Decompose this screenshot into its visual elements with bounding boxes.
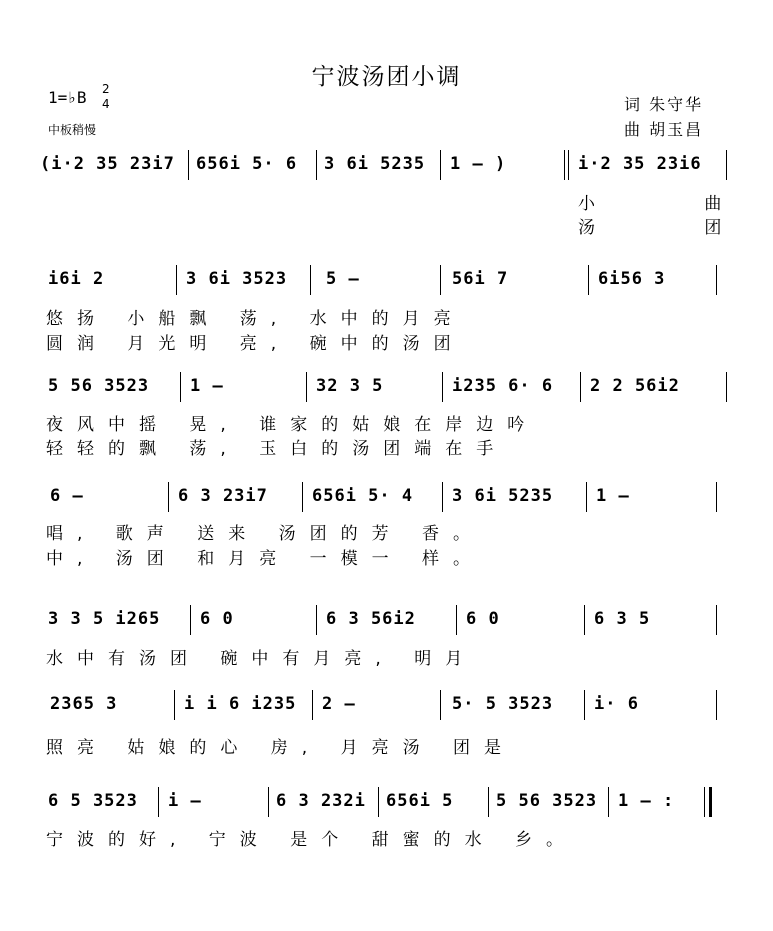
measure: i235 6· 6: [452, 376, 554, 396]
measure: i i 6 i235: [184, 694, 297, 714]
barline: [440, 690, 441, 720]
barline: [456, 605, 457, 635]
measure: 6 3 5: [594, 609, 651, 629]
barline: [608, 787, 609, 817]
measure: 656i 5· 4: [312, 486, 414, 506]
barline: [168, 482, 169, 512]
score-line-5: [40, 605, 730, 635]
barline: [588, 265, 589, 295]
time-signature: [102, 82, 110, 112]
measure: 2 –: [322, 694, 356, 714]
lyric-line-6: 照亮 姑娘的心 房, 月亮汤 团是: [46, 738, 516, 758]
barline: [312, 690, 313, 720]
measure: 2 2 56i2: [590, 376, 680, 396]
measure: 32 3 5: [316, 376, 384, 396]
time-signature-bottom: 4: [102, 97, 110, 111]
barline: [190, 605, 191, 635]
measure: 656i 5· 6: [196, 154, 298, 174]
measure: 1 – :: [618, 791, 675, 811]
barline: [442, 482, 443, 512]
barline: [586, 482, 587, 512]
barline: [188, 150, 189, 180]
score-line-2: [40, 265, 730, 295]
barline: [158, 787, 159, 817]
measure: 3 6i 5235: [324, 154, 426, 174]
measure: 6 –: [50, 486, 84, 506]
barline: [726, 150, 727, 180]
measure: 56i 7: [452, 269, 509, 289]
barline: [716, 265, 717, 295]
composer-credit: 曲 胡玉昌: [624, 120, 704, 139]
measure: i6i 2: [48, 269, 105, 289]
lyric-line-3-verse-2: 轻轻的飘 荡, 玉白的汤团端在手: [46, 439, 508, 459]
barline: [568, 150, 569, 180]
barline: [442, 372, 443, 402]
measure: 1 –: [190, 376, 224, 396]
barline: [488, 787, 489, 817]
measure: 6 3 232i: [276, 791, 366, 811]
measure: 6 0: [200, 609, 234, 629]
final-barline-thick: [709, 787, 712, 817]
barline: [302, 482, 303, 512]
barline: [580, 372, 581, 402]
measure: 2365 3: [50, 694, 118, 714]
measure: i·2 35 23i6: [578, 154, 702, 174]
barline: [174, 690, 175, 720]
lyric-line-5: 水中有汤团 碗中有月亮, 明月: [46, 649, 477, 669]
lyric-line-2-verse-2: 圆润 月光明 亮, 碗中的汤团: [46, 334, 465, 354]
time-signature-top: 2: [102, 82, 110, 96]
measure: 5 –: [326, 269, 360, 289]
measure: 6 3 56i2: [326, 609, 416, 629]
barline: [564, 150, 565, 180]
score-line-3: [40, 372, 730, 402]
barline: [716, 482, 717, 512]
measure: 6i56 3: [598, 269, 666, 289]
lyric-line-4-verse-2: 中, 汤团 和月亮 一模一 样。: [46, 549, 485, 569]
song-title: 宁波汤团小调: [311, 64, 462, 90]
barline: [726, 372, 727, 402]
lyric-line-2-verse-1: 悠扬 小船飘 荡, 水中的月亮: [46, 309, 465, 329]
score-line-1: [40, 150, 730, 180]
barline: [316, 150, 317, 180]
barline: [716, 605, 717, 635]
measure: 3 6i 5235: [452, 486, 554, 506]
barline: [180, 372, 181, 402]
measure: 6 0: [466, 609, 500, 629]
measure: 3 3 5 i265: [48, 609, 161, 629]
measure: 1 –: [596, 486, 630, 506]
measure: 5· 5 3523: [452, 694, 554, 714]
barline: [268, 787, 269, 817]
barline: [716, 690, 717, 720]
lyricist-credit: 词 朱守华: [624, 95, 704, 114]
score-line-6: [40, 690, 730, 720]
barline: [378, 787, 379, 817]
barline: [316, 605, 317, 635]
lyric-line-3-verse-1: 夜风中摇 晃, 谁家的姑娘在岸边吟: [46, 415, 539, 435]
barline: [306, 372, 307, 402]
measure: 6 3 23i7: [178, 486, 268, 506]
barline: [440, 150, 441, 180]
measure: 6 5 3523: [48, 791, 138, 811]
measure: 3 6i 3523: [186, 269, 288, 289]
barline: [584, 605, 585, 635]
lyric-line-1-verse-2: 汤 团: [578, 218, 773, 238]
score-line-4: [40, 482, 730, 512]
lyric-line-1-verse-1: 小 曲: [578, 194, 773, 214]
key-signature: 1=♭B: [48, 88, 87, 107]
barline: [584, 690, 585, 720]
measure: 5 56 3523: [48, 376, 150, 396]
lyric-line-7: 宁波的好, 宁波 是个 甜蜜的水 乡。: [46, 830, 578, 850]
barline: [440, 265, 441, 295]
measure: (i·2 35 23i7: [40, 154, 175, 174]
measure: i· 6: [594, 694, 639, 714]
lyric-line-4-verse-1: 唱, 歌声 送来 汤团的芳 香。: [46, 524, 485, 544]
measure: 5 56 3523: [496, 791, 598, 811]
final-barline-thin: [704, 787, 705, 817]
measure: i –: [168, 791, 202, 811]
measure: 1 – ): [450, 154, 507, 174]
score-line-7: [40, 787, 730, 817]
measure: 656i 5: [386, 791, 454, 811]
barline: [310, 265, 311, 295]
tempo-marking: 中板稍慢: [48, 123, 97, 137]
barline: [176, 265, 177, 295]
